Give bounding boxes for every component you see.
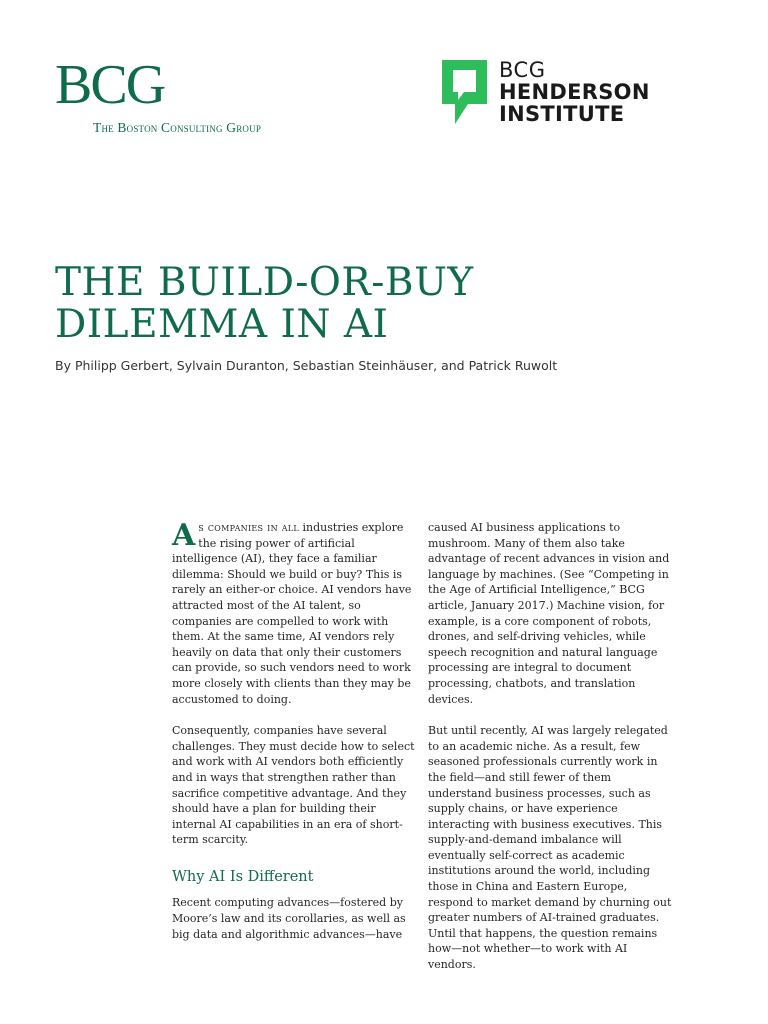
henderson-institute-icon [442,60,487,124]
bcg-logo-mark: BCG [55,54,165,116]
institute-line-2: HENDERSON [499,80,650,104]
bcg-logo-name: The Boston Consulting Group [93,120,262,135]
paragraph-1 [172,520,417,707]
henderson-institute-logo [442,60,650,125]
title-line-1: THE BUILD-OR-BUY [55,260,474,305]
section-heading: Why AI Is Different [172,868,314,885]
institute-line-3: INSTITUTE [499,102,625,126]
institute-line-1: BCG [499,58,546,82]
paragraph-1-text: industries explore the rising power of artificial intelligence (AI), they face a familiar dilemma: Should we build or buy? This is rarely an either-or choice. AI vendors have attracted most of the AI talent, so companies are compelled to work with them. At the same time, AI vendors rely heavily on data that only their customers can provide, so such vendors need to work more closely with clients than they may be accustomed to doing. [172,521,412,706]
title-line-2: DILEMMA IN AI [55,302,389,347]
bcg-logo [55,54,262,136]
paragraph-3: Recent computing advances—fostered by Moore’s law and its corollaries, as well as big data and algorithmic advances—have [172,896,406,941]
dropcap: A [172,518,196,553]
body-column-left [172,520,417,958]
lead-in-smallcaps: s companies in all [198,521,299,534]
paragraph-4: caused AI business applications to mushroom. Many of them also take advantage of recent advances in vision and language by machines. (See “Competing in the Age of Artificial Intelligence,” BCG article, January 2017.) Machine vision, for example, is a core component of robots, drones, and self-driving vehicles, while speech recognition and natural language processing are integral to document processing, chatbots, and translation devices. [428,521,670,706]
byline: By Philipp Gerbert, Sylvain Duranton, Sebastian Steinhäuser, and Patrick Ruwolt [55,358,558,373]
paragraph-2: Consequently, companies have several challenges. They must decide how to select and work with AI vendors both efficiently and in ways that strengthen rather than sacrifice competitive advantage. And they should have a plan for building their internal AI capabilities in an era of short-term scarcity. [172,724,415,847]
page-title [55,262,474,346]
body-column-right [428,520,673,989]
paragraph-5: But until recently, AI was largely relegated to an academic niche. As a result, few seasoned professionals currently work in the field—and still fewer of them understand business processes, such as supply chains, or have experience interacting with business executives. This supply-and-demand imbalance will eventually self-correct as academic institutions around the world, including those in China and Eastern Europe, respond to market demand by churning out greater numbers of AI-trained graduates. Until that happens, the question remains how—not whether—to work with AI vendors. [428,724,672,972]
